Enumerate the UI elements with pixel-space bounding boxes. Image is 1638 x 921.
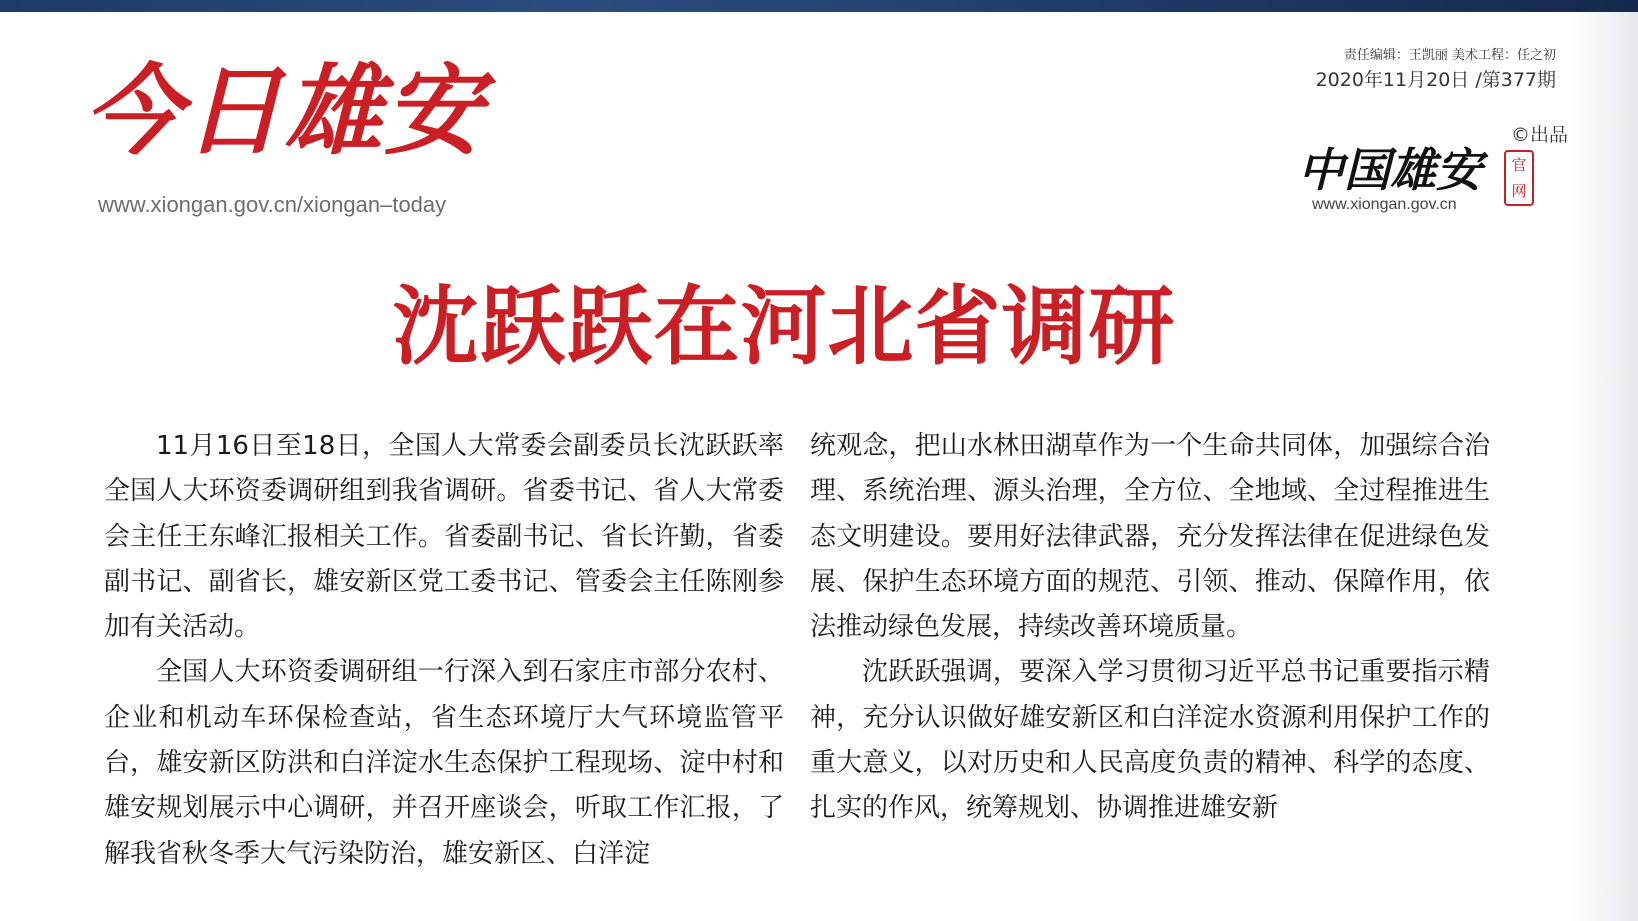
producer-credit: ©出品 bbox=[1510, 124, 1568, 146]
masthead-logo-title: 今日雄安 bbox=[84, 54, 485, 169]
producer-url: www.xiongan.gov.cn bbox=[1312, 196, 1457, 213]
article-paragraph: 沈跃跃强调，要深入学习贯彻习近平总书记重要指示精神，充分认识做好雄安新区和白洋淀水资源利用保护工作的重大意义，以对历史和人民高度负责的精神、科学的态度、扎实的作风，统筹规划、协调推进雄安新 bbox=[810, 657, 1490, 824]
official-seal-icon: 官网 bbox=[1504, 150, 1534, 206]
article-paragraph: 11月16日至18日，全国人大常委会副委员长沈跃跃率全国人大环资委调研组到我省调研。省委书记、省人大常委会主任王东峰汇报相关工作。省委副书记、省长许勤，省委副书记、副省长，雄安新区党工委书记、管委会主任陈刚参加有关活动。 bbox=[104, 431, 784, 643]
article-paragraph-continued: 统观念，把山水林田湖草作为一个生命共同体，加强综合治理、系统治理、源头治理，全方位、全地域、全过程推进生态文明建设。要用好法律武器，充分发挥法律在促进绿色发展、保护生态环境方面的规范、引领、推动、保障作用，依法推动绿色发展，持续改善环境质量。 bbox=[810, 431, 1490, 643]
article-column-left bbox=[104, 424, 784, 877]
top-banner-bar bbox=[0, 0, 1638, 12]
article-paragraph: 全国人大环资委调研组一行深入到石家庄市部分农村、企业和机动车环保检查站，省生态环境厅大气环境监管平台，雄安新区防洪和白洋淀水生态保护工程现场、淀中村和雄安规划展示中心调研，并召开座谈会，听取工作汇报，了解我省秋冬季大气污染防治，雄安新区、白洋淀 bbox=[104, 657, 784, 869]
editors-credit: 责任编辑：王凯丽 美术工程：任之初 bbox=[1343, 48, 1556, 63]
issue-meta bbox=[1316, 46, 1556, 94]
producer-logo: 中国雄安 bbox=[1298, 143, 1482, 197]
masthead-url: www.xiongan.gov.cn/xiongan–today bbox=[98, 192, 447, 217]
article-headline: 沈跃跃在河北省调研 bbox=[392, 276, 1176, 377]
page-edge-shadow bbox=[1568, 12, 1638, 921]
masthead bbox=[84, 54, 524, 217]
issue-date: 2020年11月20日 /第377期 bbox=[1315, 69, 1556, 91]
article-column-right bbox=[810, 424, 1490, 832]
producer-block bbox=[1298, 120, 1568, 220]
